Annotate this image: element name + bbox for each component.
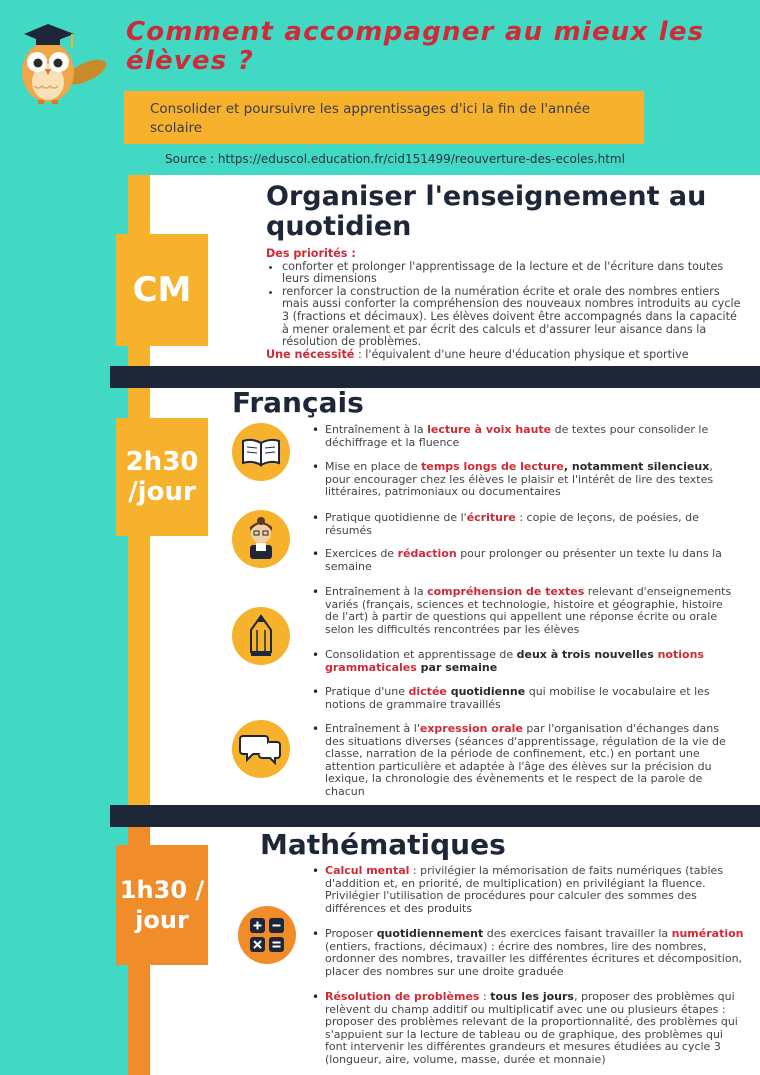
francais-item-8: • Entraînement à l'expression orale par l'organisation d'échanges dans des situations diverses (séances d'apprentissage, régulation de la vie de classe, narration de la période de confinement, etc.) en portant une attention particulière et adaptée à l'âge des élèves sur la précision du lexique, la chronologie des évènements et le respect de la parole de chacun <box>325 723 735 799</box>
cm-tag: CM <box>116 234 208 346</box>
francais-heading: Français <box>232 386 364 419</box>
necessity-label: Une nécessité <box>266 347 355 361</box>
francais-item-1: • Entraînement à la lecture à voix haute de textes pour consolider le déchiffrage et la fluence <box>325 424 735 449</box>
necessity-line <box>266 349 746 362</box>
calculator-icon <box>238 906 296 964</box>
pencil-icon <box>232 607 290 665</box>
list-item: • renforcer la construction de la numération écrite et orale des nombres entiers mais aussi conforter la compréhension des nouveaux nombres introduits au cycle 3 (fractions et décimaux). Les élèves doivent être accompagnés dans la capacité à mener oralement et par écrit des calculs et d'assurer leur aisance dans la résolution de problèmes. <box>282 286 746 349</box>
francais-item-3: • Pratique quotidienne de l'écriture : copie de leçons, de poésies, de résumés <box>325 512 735 537</box>
francais-item-4: • Exercices de rédaction pour prolonger ou présenter un texte lu dans la semaine <box>325 548 735 573</box>
necessity-text: : l'équivalent d'une heure d'éducation physique et sportive <box>354 347 689 361</box>
student-icon <box>232 510 290 568</box>
francais-item-2: • Mise en place de temps longs de lecture, notamment silencieux, pour encourager chez les élèves le plaisir et l'intérêt de lire des textes littéraires, patrimoniaux ou documentaires <box>325 461 735 499</box>
francais-item-7: • Pratique d'une dictée quotidienne qui mobilise le vocabulaire et les notions de grammaire travaillés <box>325 686 735 711</box>
page-title: Comment accompagner au mieux les élèves ? <box>126 17 705 76</box>
cm-content <box>266 248 746 361</box>
maths-heading: Mathématiques <box>260 828 506 861</box>
maths-item-1: • Calcul mental : privilégier la mémorisation de faits numériques (tables d'addition et, en priorité, de multiplication) en privilégiant la fluence. Privilégier l'utilisation de procédures pour calculer des sommes des différences et des produits <box>325 865 745 915</box>
francais-item-5: • Entraînement à la compréhension de textes relevant d'enseignements variés (français, sciences et technologie, histoire et géographie, histoire de l'art) à partir de questions qui appellent une réponse écrite ou orale selon les difficultés rencontrées par les élèves <box>325 586 735 636</box>
speech-bubbles-icon <box>232 720 290 778</box>
maths-item-3: • Résolution de problèmes : tous les jours, proposer des problèmes qui relèvent du champ additif ou multiplicatif avec une ou plusieurs étapes : proposer des problèmes relevant de la proportionnalité, des problèmes qui s'appuient sur la lecture de tableau ou de graphique, des problèmes qui font intervenir les différentes grandeurs et mesures étudiées au cycle 3 (longueur, aire, volume, masse, durée et monnaie) <box>325 991 745 1067</box>
book-icon <box>232 423 290 481</box>
cm-heading: Organiser l'enseignement au quotidien <box>266 181 707 242</box>
priorities-list <box>266 261 746 349</box>
maths-item-2: • Proposer quotidiennement des exercices faisant travailler la numération (entiers, fractions, décimaux) : écrire des nombres, lire des nombres, ordonner des nombres, travailler les différentes écritures et décomposition, placer des nombres sur une droite graduée <box>325 928 745 978</box>
owl-icon <box>14 14 110 106</box>
maths-tag: 1h30 / jour <box>116 845 208 965</box>
francais-tag: 2h30 /jour <box>116 418 208 536</box>
subtitle: Consolider et poursuivre les apprentissages d'ici la fin de l'année scolaire <box>150 101 591 136</box>
francais-item-6: • Consolidation et apprentissage de deux à trois nouvelles notions grammaticales par semaine <box>325 649 735 674</box>
separator-2 <box>110 805 760 827</box>
separator-1 <box>110 366 760 388</box>
priorities-label: Des priorités : <box>266 247 356 260</box>
list-item: • conforter et prolonger l'apprentissage de la lecture et de l'écriture dans toutes leurs dimensions <box>282 261 746 286</box>
source-link[interactable]: Source : https://eduscol.education.fr/cid151499/reouverture-des-ecoles.html <box>165 152 625 166</box>
